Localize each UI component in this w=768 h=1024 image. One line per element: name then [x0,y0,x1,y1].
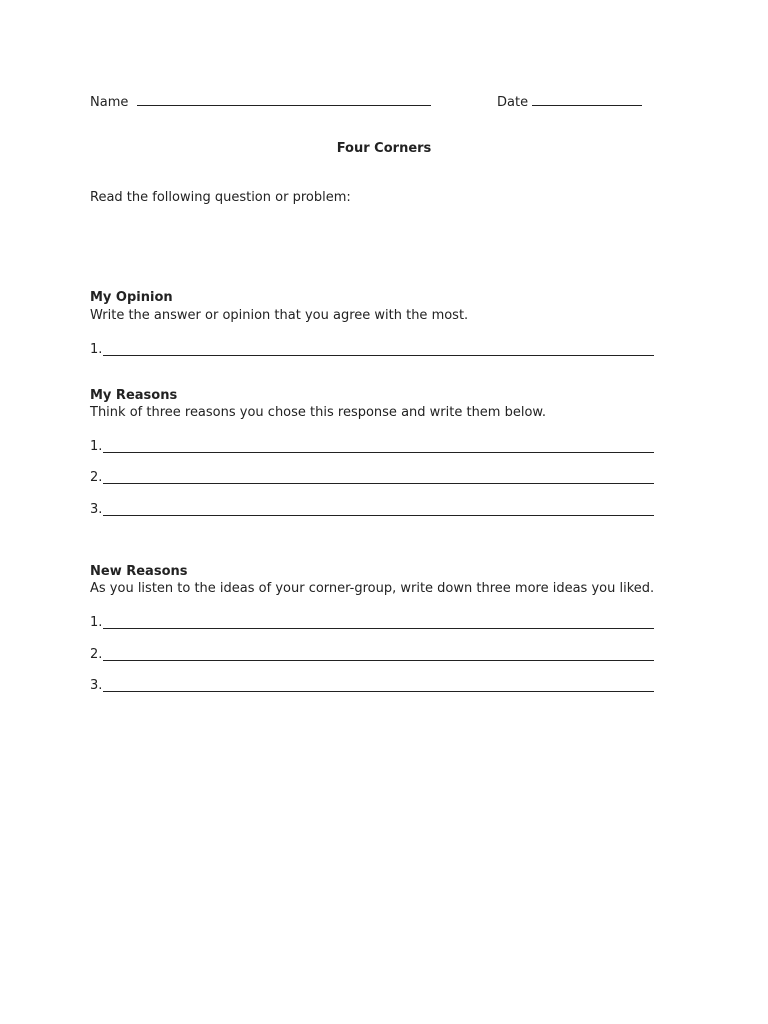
answer-rule [103,628,654,629]
answer-rule [103,483,654,484]
date-blank[interactable] [532,93,642,106]
opinion-heading: My Opinion [90,290,173,305]
new-reasons-instruction: As you listen to the ideas of your corner-group, write down three more ideas you liked. [90,581,655,596]
new-reasons-answer-line-1[interactable] [90,615,654,631]
name-field-row [90,93,431,111]
line-number: 1. [90,439,103,454]
page-title: Four Corners [336,141,432,156]
reasons-heading: My Reasons [90,388,178,403]
line-number: 1. [90,342,103,357]
answer-rule [103,691,654,692]
new-reasons-heading: New Reasons [90,564,188,579]
answer-rule [103,515,654,516]
name-blank[interactable] [137,93,431,106]
date-label: Date [497,95,529,110]
new-reasons-answer-line-2[interactable] [90,647,654,663]
opinion-instruction: Write the answer or opinion that you agree with the most. [90,308,469,323]
line-number: 3. [90,678,103,693]
answer-rule [103,355,654,356]
line-number: 2. [90,470,103,485]
date-field-row [497,93,642,111]
new-reasons-answer-line-3[interactable] [90,678,654,694]
answer-rule [103,452,654,453]
reasons-answer-line-2[interactable] [90,470,654,486]
reasons-answer-line-3[interactable] [90,502,654,518]
line-number: 1. [90,615,103,630]
reasons-answer-line-1[interactable] [90,439,654,455]
prompt-text: Read the following question or problem: [90,190,351,205]
answer-rule [103,660,654,661]
name-label: Name [90,95,129,110]
line-number: 3. [90,502,103,517]
opinion-answer-line-1[interactable] [90,342,654,358]
reasons-instruction: Think of three reasons you chose this response and write them below. [90,405,546,420]
line-number: 2. [90,647,103,662]
